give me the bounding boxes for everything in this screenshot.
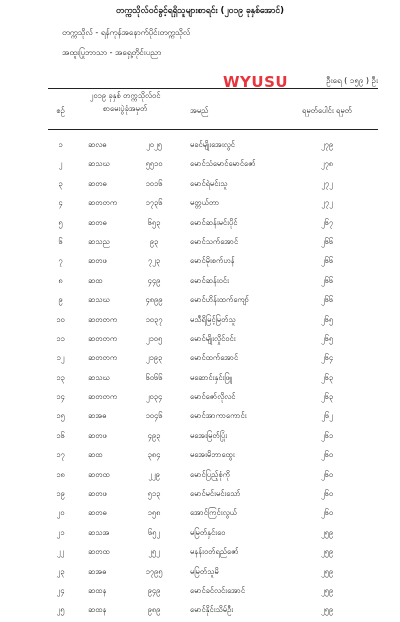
score-value: ၂၆၀ (320, 450, 334, 460)
table-row (0, 428, 400, 447)
row-number: ၁၉ (56, 489, 65, 499)
exam-prefix: ဆထန (88, 585, 107, 595)
exam-prefix: ဆတတက (88, 314, 118, 324)
student-name: မောင်ဇော်လိုလင် (190, 392, 236, 402)
score-value: ၂၆၀ (320, 469, 334, 479)
table-row (0, 525, 400, 544)
exam-number: ၆၀၆၆ (145, 372, 163, 382)
exam-prefix: ဆလဓ (88, 140, 107, 149)
score-value: ၂၇၂ (321, 198, 333, 208)
row-number: ၁၄ (56, 392, 65, 402)
row-number: ၂၂ (56, 547, 65, 557)
exam-number: ၂၀၂၅ (146, 140, 162, 149)
row-number: ၈ (58, 275, 63, 285)
row-number: ၁၁ (56, 333, 65, 343)
row-number: ၁၆ (56, 430, 65, 440)
exam-prefix: ဆတဓ (88, 217, 107, 227)
student-name: မခင်မျိုးအေးလွင် (190, 140, 235, 149)
total-count: ဦးရေ ( ၁၅၉ ) ဦး (326, 76, 378, 85)
student-name: မောင်ရဲမင်းသူ (190, 178, 228, 188)
score-value: ၂၆၆ (320, 295, 334, 305)
table-row (0, 156, 400, 175)
exam-prefix: ဆသည (88, 236, 110, 246)
col-header-exam-number: ၂၀၁၉ ခုနှစ် တက္ကသိုလ်ဝင် စာမေးပွဲခုံအမှတ် (89, 91, 161, 113)
exam-number: ၉၄၉ (147, 585, 161, 595)
col-header-name: အမည် (190, 106, 209, 115)
table-row (0, 331, 400, 350)
exam-number: ၇၂၃ (147, 256, 161, 266)
score-value: ၂၆၅ (320, 314, 334, 324)
exam-number: ၆၅၃ (147, 217, 161, 227)
table-row (0, 234, 400, 253)
score-value: ၂၅၉ (320, 585, 334, 595)
student-name: မောင်ဟိန်းထက်ကျော် (190, 295, 249, 305)
score-value: ၂၆၃ (320, 392, 334, 402)
student-name: မောင်ဆန်းမင်းပိုင် (190, 217, 238, 227)
score-value: ၂၅၉ (320, 566, 334, 576)
exam-prefix: ဆထန (88, 605, 107, 615)
score-value: ၂၆၃ (320, 372, 334, 382)
table-row (0, 486, 400, 505)
exam-number: ၄၈၉၉ (145, 295, 163, 305)
row-number: ၁၀ (56, 314, 65, 324)
row-number: ၁၅ (56, 411, 65, 421)
student-name: မောင်ထက်အောင် (190, 353, 239, 363)
student-name: မောင်မျိုးလှိုင်ဝင်း (190, 333, 236, 343)
row-number: ၃ (58, 178, 63, 188)
row-number: ၂၅ (56, 605, 65, 615)
exam-number: ၁၀၃၇ (145, 314, 163, 324)
student-name: မသီရိမြင့်မြတ်သူ (190, 314, 236, 324)
score-value: ၂၆၄ (320, 353, 334, 363)
exam-number: ၂၅၂ (148, 547, 160, 557)
row-number: ၁၇ (56, 450, 65, 460)
major-line: အထူးပြုဘာသာ - အရှေ့တိုင်းပညာ (62, 48, 162, 57)
student-name: မောင်ခင်လင်းအောင် (190, 585, 245, 595)
row-number: ၂၁ (56, 527, 65, 537)
row-number: ၁ (58, 140, 63, 149)
exam-prefix: ဆတဓ (88, 508, 107, 518)
student-name: မောင်ပြည့်စုံကို (190, 469, 230, 479)
exam-number: ၄၄၉ (147, 275, 161, 285)
score-value: ၂၆၀ (320, 508, 334, 518)
exam-number: ၆၅၂ (147, 527, 161, 537)
exam-prefix: ဆထ (88, 275, 103, 285)
table-row (0, 447, 400, 466)
exam-prefix: ဆတတက (88, 333, 118, 343)
student-name: မအေးမြတ်ပြုံး (190, 430, 228, 440)
score-value: ၂၅၉ (320, 527, 334, 537)
score-value: ၂၆၆ (320, 256, 334, 266)
exam-prefix: ဆသဃ (88, 372, 110, 382)
table-row (0, 176, 400, 195)
exam-number: ၂၀၃၄ (145, 392, 163, 402)
row-number: ၁၃ (56, 372, 65, 382)
col-header-no: စဉ် (56, 106, 65, 115)
exam-prefix: ဆတဖ (88, 430, 107, 440)
exam-prefix: ဆတတက (88, 198, 118, 208)
student-name: မမြတ်နှင်းဝေ (190, 527, 226, 537)
student-name: မနန်းဝတ်ရည်ဇော် (190, 547, 239, 557)
student-name: မောင်မိုးစက်ဟန် (190, 256, 235, 266)
table-row (0, 467, 400, 486)
table-row (0, 505, 400, 524)
exam-prefix: ဆတထ (88, 547, 110, 557)
row-number: ၁၈ (56, 469, 65, 479)
exam-prefix: ဆထ (88, 450, 103, 460)
exam-prefix: ဆတဖ (88, 489, 107, 499)
student-name: မဆောင်းနှင်းဖြူ (190, 372, 233, 382)
exam-prefix: ဆတတက (88, 392, 118, 402)
student-table-body (0, 137, 400, 622)
row-number: ၂၄ (56, 585, 65, 595)
table-row (0, 350, 400, 369)
table-row (0, 312, 400, 331)
exam-prefix: ဆသအ (88, 527, 110, 537)
exam-number: ၁၇၉၅ (145, 566, 163, 576)
exam-prefix: ဆသဃ (88, 159, 110, 169)
table-row (0, 408, 400, 427)
row-number: ၅ (58, 217, 63, 227)
row-number: ၉ (58, 295, 63, 305)
table-row (0, 544, 400, 563)
exam-number: ၄၉၃ (147, 430, 161, 440)
table-row (0, 389, 400, 408)
exam-prefix: ဆသဃ (88, 295, 110, 305)
exam-number: ၂၁၉၃ (145, 353, 163, 363)
score-value: ၂၇၈ (320, 159, 334, 169)
student-name: မောင်နိုင်းသိမ်ဦး (190, 605, 234, 615)
score-value: ၂၆၆ (320, 275, 334, 285)
exam-number: ၂၂၉ (148, 469, 160, 479)
university-line: တက္ကသိုလ် - ရန်ကုန်အနောက်ပိုင်းတက္ကသိုလ် (62, 28, 191, 37)
score-value: ၂၅၉ (320, 547, 334, 557)
exam-number: ၉၃ (149, 236, 159, 246)
score-value: ၂၆၅ (320, 333, 334, 343)
student-name: မတ္တယ်တာ (190, 198, 220, 208)
table-row (0, 195, 400, 214)
score-value: ၂၇၂ (321, 178, 333, 188)
col-header-score: ရမှတ်ပေါင်း ရမှတ် (302, 106, 352, 115)
student-name: မောင်အာကာကောင်း (190, 411, 247, 421)
score-value: ၂၆၇ (320, 217, 334, 227)
table-row (0, 273, 400, 292)
row-number: ၇ (58, 256, 63, 266)
exam-number: ၂၁၀၅ (145, 333, 163, 343)
table-row (0, 370, 400, 389)
exam-number: ၁၅၈ (147, 508, 161, 518)
exam-number: ၅၁၃ (147, 489, 161, 499)
student-name: မမြတ်သူမိ (190, 566, 219, 576)
score-value: ၂၆၁ (320, 430, 334, 440)
table-row (0, 564, 400, 583)
student-name: မောင်မင်းမင်းသော် (190, 489, 241, 499)
table-row (0, 292, 400, 311)
exam-prefix: ဆတတက (88, 353, 118, 363)
exam-number: ၁၇၃၆ (145, 198, 163, 208)
exam-prefix: ဆတဖ (88, 256, 107, 266)
row-number: ၂ (58, 159, 63, 169)
exam-number: ၃၈၄ (147, 450, 161, 460)
exam-number: ၅၅၁၀ (145, 159, 163, 169)
student-name: မအေးမိဘာထွေး (190, 450, 235, 460)
row-number: ၆ (58, 236, 63, 246)
table-row (0, 137, 400, 156)
watermark-logo: WYUSU (223, 73, 289, 91)
row-number: ၂၀ (56, 508, 65, 518)
row-number: ၂၃ (56, 566, 65, 576)
exam-number: ၁၀၄၆ (145, 411, 163, 421)
exam-number: ၉၈၉ (147, 605, 161, 615)
student-name: မောင်သံမောင်မောင်ဇော် (190, 159, 256, 169)
exam-number: ၁၀၁၆ (145, 178, 163, 188)
score-value: ၂၆၆ (320, 236, 334, 246)
table-row (0, 253, 400, 272)
table-row (0, 583, 400, 602)
student-name: မောင်ဆန်းဝင်း (190, 275, 229, 285)
score-value: ၂၅၉ (320, 605, 334, 615)
table-row (0, 215, 400, 234)
exam-prefix: ဆအဓ (88, 411, 107, 421)
student-name: မောင်သက်အောင် (190, 236, 239, 246)
row-number: ၁၂ (56, 353, 65, 363)
exam-prefix: ဆအဓ (88, 566, 107, 576)
score-value: ၂၇၉ (320, 140, 334, 149)
table-row (0, 602, 400, 621)
document-title: တက္ကသိုလ်ဝင်ခွင့်ရရှိသူများစာရင်း (၂၀၁၉ ခုနှစ်အောင်) (115, 6, 285, 16)
row-number: ၄ (58, 198, 63, 208)
student-name: အောင်ကြင်းလွယ် (190, 508, 237, 518)
score-value: ၂၆၀ (320, 489, 334, 499)
exam-prefix: ဆတဓ (88, 178, 107, 188)
table-header-rule (48, 129, 378, 130)
score-value: ၂၆၂ (321, 411, 333, 421)
exam-prefix: ဆတထ (88, 469, 110, 479)
